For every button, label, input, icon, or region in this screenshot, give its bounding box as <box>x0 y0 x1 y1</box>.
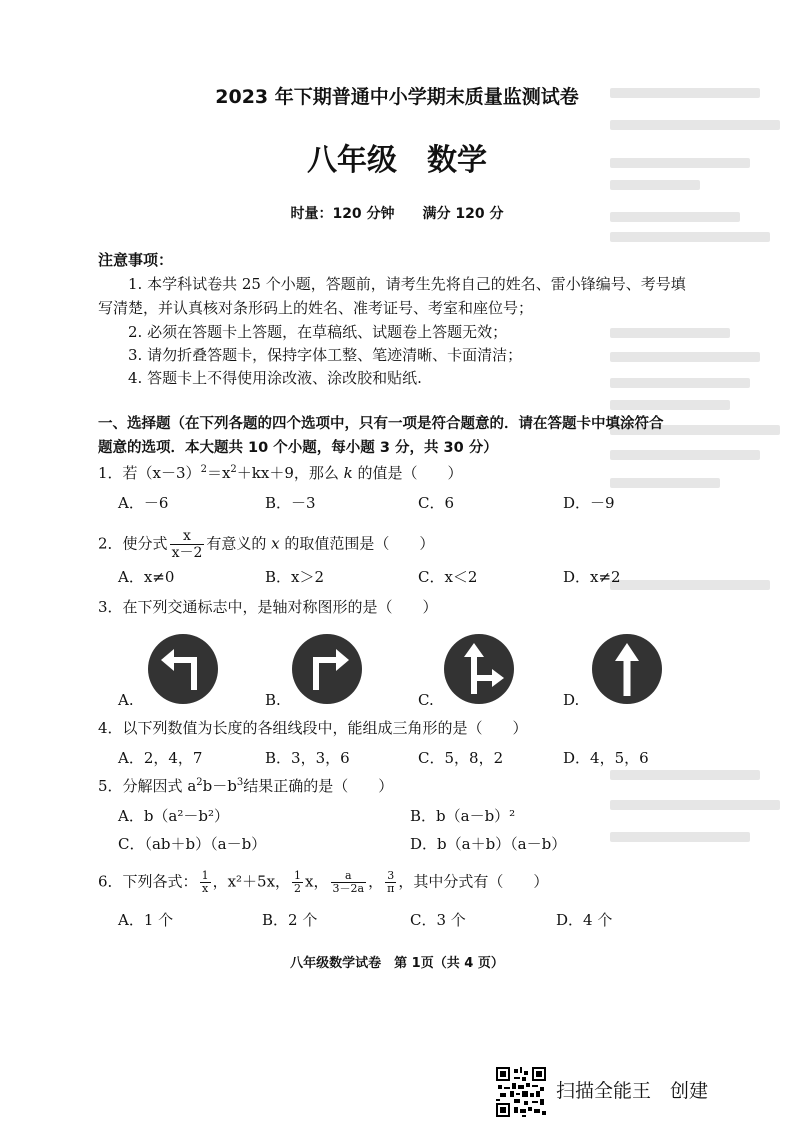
notes-heading: 注意事项： <box>98 251 174 269</box>
option-c: C．3 个 <box>410 911 466 929</box>
question-text: 使分式 <box>122 534 168 553</box>
variable: k <box>343 464 353 482</box>
exam-title: 2023 年下期普通中小学期末质量监测试卷 <box>215 86 579 108</box>
option-c: C．x＜2 <box>418 568 478 586</box>
section-heading: 题意的选项．本大题共 10 个小题，每小题 3 分，共 30 分） <box>98 440 498 456</box>
option-c: C. <box>418 691 434 709</box>
variable: x <box>271 534 280 553</box>
question-text: 的值是（ ） <box>352 464 463 482</box>
straight-or-right-sign-icon <box>444 634 514 704</box>
question-5 <box>98 776 393 796</box>
question-4: 4．以下列数值为长度的各组线段中，能组成三角形的是（ ） <box>98 719 528 737</box>
question-number: 2． <box>98 534 123 553</box>
fraction <box>200 870 211 895</box>
question-number: 1． <box>98 464 123 482</box>
question-text: 有意义的 <box>206 534 272 553</box>
option-a: A. <box>118 691 134 709</box>
denominator: x－2 <box>171 545 203 561</box>
denominator: π <box>387 882 395 895</box>
numerator: x <box>170 528 205 545</box>
option-c: C．（ab＋b）（a－b） <box>118 835 267 853</box>
option-d: D．4，5，6 <box>563 749 649 767</box>
exponent: 2 <box>196 777 203 788</box>
denominator: 3－2a <box>332 882 365 895</box>
note-item: 1. 本学科试卷共 25 个小题，答题前，请考生先将自己的姓名、雷小锋编号、考号填 <box>128 275 686 293</box>
note-item: 4. 答题卡上不得使用涂改液、涂改胶和贴纸. <box>128 369 422 387</box>
numerator: 1 <box>201 869 209 882</box>
turn-right-sign-icon <box>292 634 362 704</box>
denominator: x <box>201 882 209 895</box>
time-info: 时量：120 分钟 满分 120 分 <box>290 206 504 222</box>
question-text: 的取值范围是（ ） <box>279 534 435 553</box>
question-6: 6．下列各式： $\frac{1}{x}$ ，x²＋5x， $\frac{1}{2}$ x， $\frac{a}{3-2a}$ ， $\frac{3}{\pi}$ ，其中分式有（ ） <box>98 869 549 895</box>
question-text: 若（x－3） <box>122 464 201 482</box>
question-text: ＋kx＋9，那么 <box>236 464 344 482</box>
denominator: 2 <box>294 882 302 895</box>
question-text: b－b <box>202 777 237 795</box>
fraction <box>292 870 303 895</box>
option-b: B．－3 <box>265 494 316 512</box>
option-a: A．1 个 <box>118 911 174 929</box>
numerator: 3 <box>385 870 396 883</box>
exponent: 3 <box>236 777 244 788</box>
exponent: 2 <box>230 464 237 475</box>
note-item: 2. 必须在答题卡上答题，在草稿纸、试题卷上答题无效； <box>128 323 508 341</box>
option-b: B．x＞2 <box>265 568 325 586</box>
question-number: 5． <box>98 777 123 795</box>
question-text: 结果正确的是（ ） <box>243 777 394 795</box>
fraction <box>331 870 367 895</box>
question-text: 下列各式： <box>122 872 198 891</box>
option-c: C．5，8，2 <box>418 749 504 767</box>
option-b: B. <box>265 691 281 709</box>
question-number: 6． <box>98 872 123 891</box>
exponent: 2 <box>200 464 207 475</box>
straight-ahead-sign-icon <box>592 634 662 704</box>
question-3: 3．在下列交通标志中，是轴对称图形的是（ ） <box>98 598 438 616</box>
fraction <box>385 870 396 895</box>
section-heading: 一、选择题（在下列各题的四个选项中，只有一项是符合题意的．请在答题卡中填涂符合 <box>98 416 664 432</box>
option-d: D．－9 <box>563 494 615 512</box>
option-d: D．4 个 <box>556 911 613 929</box>
question-text: 分解因式 a <box>122 777 197 795</box>
option-b: B．3，3，6 <box>265 749 350 767</box>
option-b: B．b（a－b）² <box>410 807 516 825</box>
note-item: 3. 请勿折叠答题卡，保持字体工整、笔迹清晰、卡面清洁； <box>128 346 523 364</box>
option-a: A．2，4，7 <box>118 749 203 767</box>
page-footer: 八年级数学试卷 第 1页（共 4 页） <box>290 956 504 971</box>
option-a: A．b（a²－b²） <box>118 807 230 825</box>
option-d: D．x≠2 <box>563 568 621 586</box>
scanner-watermark: 扫描全能王 创建 <box>556 1080 709 1102</box>
question-2 <box>98 528 434 561</box>
numerator: 1 <box>294 869 302 882</box>
option-c: C．6 <box>418 494 455 512</box>
turn-left-sign-icon <box>148 634 218 704</box>
option-b: B．2 个 <box>262 911 318 929</box>
question-1 <box>98 463 463 483</box>
question-text: x， <box>305 872 329 891</box>
option-a: A．x≠0 <box>118 568 175 586</box>
fraction <box>170 528 205 561</box>
question-text: ，其中分式有（ ） <box>398 872 549 891</box>
option-d: D. <box>563 691 580 709</box>
subject-title: 八年级 数学 <box>307 143 487 178</box>
question-text: ＝x <box>206 464 231 482</box>
numerator: a <box>331 870 367 883</box>
option-d: D．b（a＋b）（a－b） <box>410 835 567 853</box>
option-a: A．－6 <box>118 494 169 512</box>
note-item: 写清楚，并认真核对条形码上的姓名、准考证号、考室和座位号； <box>98 299 534 317</box>
qr-code-icon <box>496 1067 546 1117</box>
question-text: ，x²＋5x， <box>212 872 291 891</box>
